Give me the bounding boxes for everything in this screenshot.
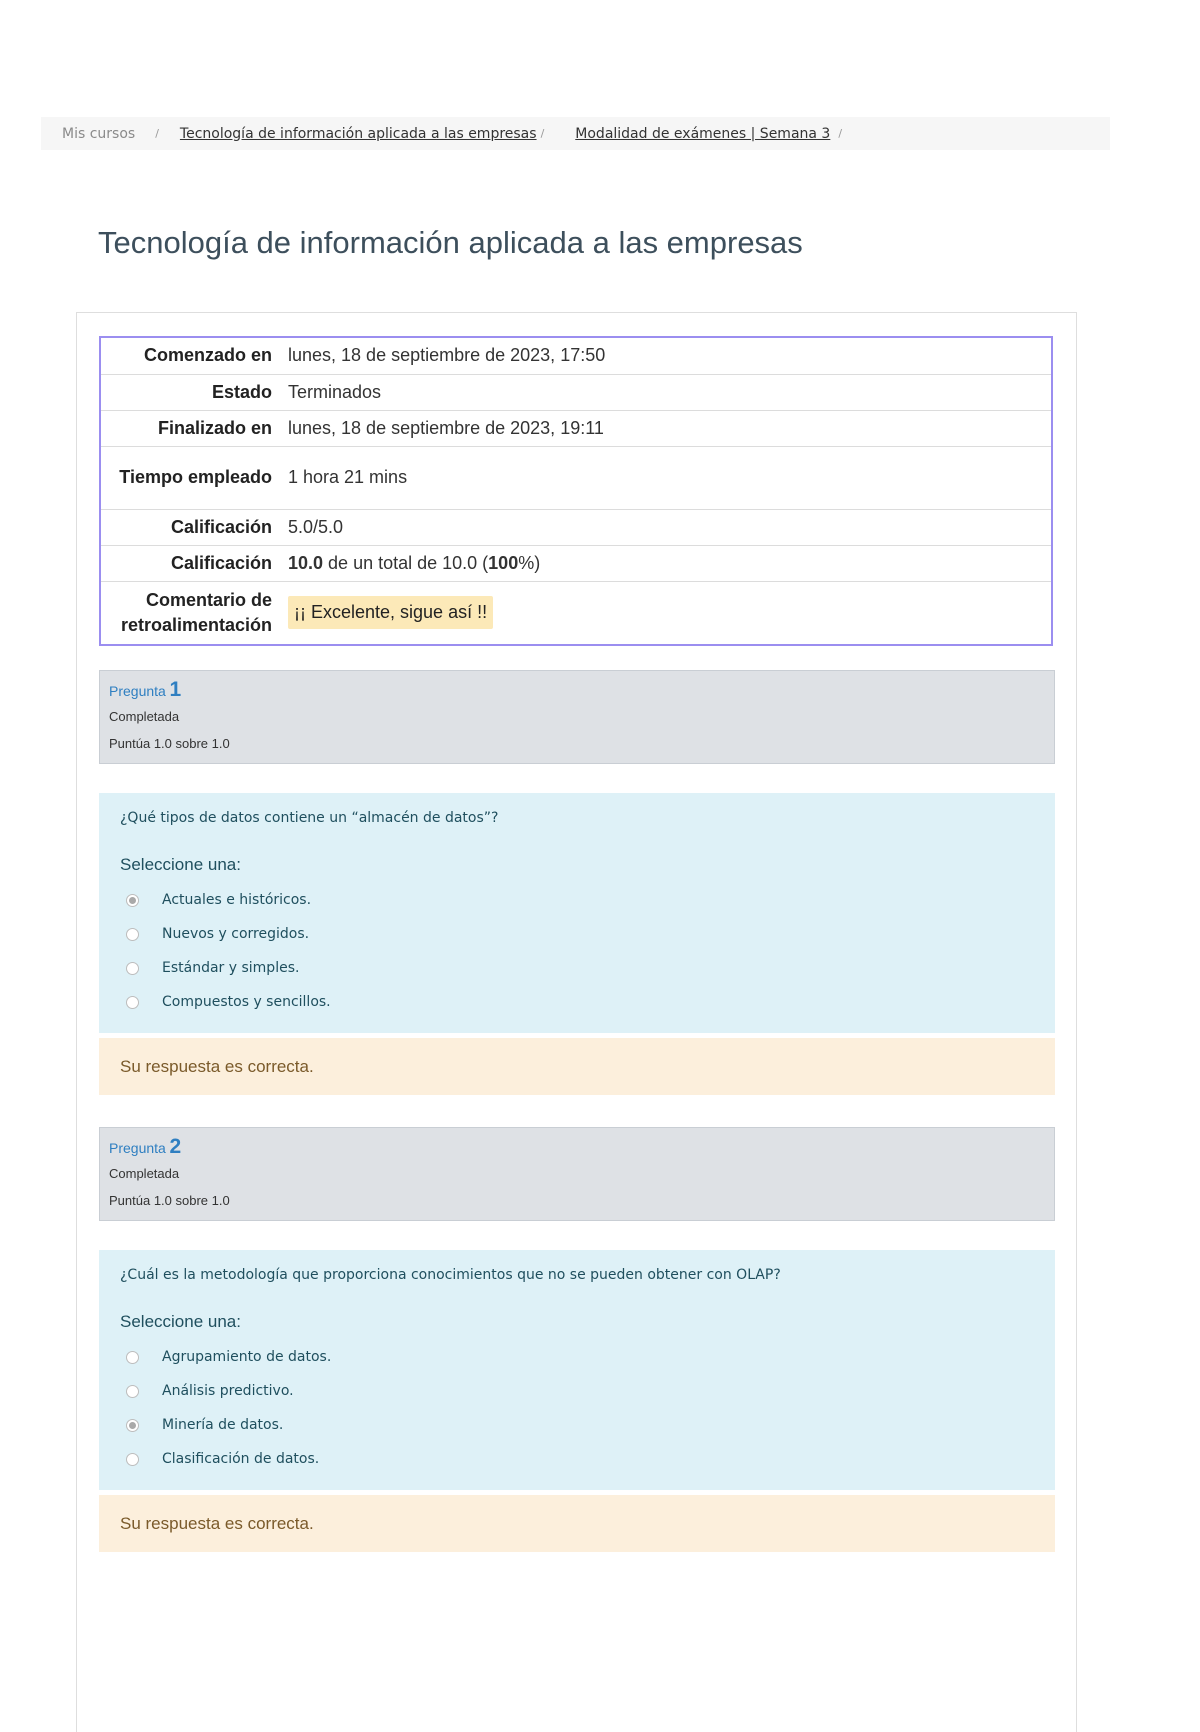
answer-options [120, 883, 1034, 1019]
question-text: ¿Cuál es la metodología que proporciona conocimientos que no se pueden obtener con OLAP? [120, 1267, 781, 1283]
grade-text-end: %) [518, 552, 541, 573]
question-score: Puntúa 1.0 sobre 1.0 [109, 736, 230, 751]
question-prompt: Seleccione una: [120, 1312, 241, 1331]
breadcrumb-item-course[interactable]: Tecnología de información aplicada a las empresas [179, 125, 537, 142]
summary-value: lunes, 18 de septiembre de 2023, 19:11 [288, 417, 604, 438]
question-state: Completada [109, 709, 180, 724]
breadcrumb-separator: / [540, 127, 545, 140]
grade-value: 10.0 [288, 552, 324, 573]
summary-row-feedback [101, 581, 1051, 644]
radio-button[interactable] [126, 1351, 139, 1364]
question-2-info [99, 1127, 1055, 1221]
summary-row-finished [101, 410, 1051, 446]
answer-option[interactable] [120, 1374, 1034, 1408]
answer-label: Minería de datos. [162, 1417, 284, 1433]
answer-option[interactable] [120, 883, 1034, 917]
summary-value: 1 hora 21 mins [288, 467, 408, 487]
question-score: Puntúa 1.0 sobre 1.0 [109, 1193, 230, 1208]
answer-label: Análisis predictivo. [162, 1383, 294, 1399]
radio-button-selected[interactable] [126, 894, 139, 907]
summary-label: Estado [211, 381, 272, 402]
attempt-summary-table [101, 338, 1051, 644]
page-title: Tecnología de información aplicada a las empresas [98, 225, 803, 260]
question-2-feedback: Su respuesta es correcta. [99, 1495, 1055, 1552]
breadcrumb [41, 117, 1110, 150]
summary-value: 5.0/5.0 [288, 516, 344, 537]
question-state: Completada [109, 1166, 180, 1181]
answer-label: Estándar y simples. [162, 960, 300, 976]
question-1-info [99, 670, 1055, 764]
radio-button[interactable] [126, 1385, 139, 1398]
radio-button[interactable] [126, 996, 139, 1009]
question-number: 1 [169, 678, 182, 701]
question-label: Pregunta [109, 1140, 166, 1156]
answer-label: Nuevos y corregidos. [162, 926, 310, 942]
summary-value: lunes, 18 de septiembre de 2023, 17:50 [288, 345, 606, 366]
answer-option[interactable] [120, 985, 1034, 1019]
breadcrumb-item-mis-cursos[interactable]: Mis cursos [62, 125, 136, 142]
answer-label: Agrupamiento de datos. [162, 1349, 332, 1365]
summary-value [280, 581, 1051, 644]
summary-label: Finalizado en [157, 417, 272, 438]
radio-button[interactable] [126, 962, 139, 975]
question-text: ¿Qué tipos de datos contiene un “almacén de datos”? [120, 810, 499, 826]
attempt-summary [99, 336, 1053, 646]
question-label: Pregunta [109, 683, 166, 699]
grade-percent: 100 [488, 552, 519, 573]
summary-row-state [101, 374, 1051, 410]
question-1-body [99, 793, 1055, 1033]
answer-option[interactable] [120, 951, 1034, 985]
overall-feedback-badge: ¡¡ Excelente, sigue así !! [288, 596, 493, 629]
grade-text: de un total de 10.0 ( [323, 552, 489, 573]
answer-option[interactable] [120, 1442, 1034, 1476]
summary-value [280, 545, 1051, 581]
answer-option[interactable] [120, 1408, 1034, 1442]
summary-label: Comenzado en [143, 345, 272, 366]
answer-option[interactable] [120, 1340, 1034, 1374]
radio-button[interactable] [126, 928, 139, 941]
summary-label: Tiempo empleado [119, 467, 272, 487]
answer-label: Clasificación de datos. [162, 1451, 320, 1467]
breadcrumb-separator: / [838, 127, 843, 140]
summary-label: Calificación [170, 552, 272, 573]
question-number: 2 [169, 1135, 182, 1158]
question-1-feedback: Su respuesta es correcta. [99, 1038, 1055, 1095]
answer-option[interactable] [120, 917, 1034, 951]
question-prompt: Seleccione una: [120, 855, 241, 874]
radio-button-selected[interactable] [126, 1419, 139, 1432]
radio-button[interactable] [126, 1453, 139, 1466]
summary-row-marks [101, 509, 1051, 545]
summary-value: Terminados [288, 381, 382, 402]
question-2-body [99, 1250, 1055, 1490]
answer-label: Compuestos y sencillos. [162, 994, 331, 1010]
answer-options [120, 1340, 1034, 1476]
summary-label: Calificación [170, 516, 272, 537]
summary-row-time-taken [101, 446, 1051, 509]
answer-label: Actuales e históricos. [162, 892, 312, 908]
breadcrumb-item-exam-mode[interactable]: Modalidad de exámenes | Semana 3 [575, 125, 831, 142]
breadcrumb-separator: / [155, 127, 159, 140]
summary-row-started [101, 338, 1051, 374]
summary-label: Comentario de retroalimentación [120, 589, 272, 635]
summary-row-grade [101, 545, 1051, 581]
